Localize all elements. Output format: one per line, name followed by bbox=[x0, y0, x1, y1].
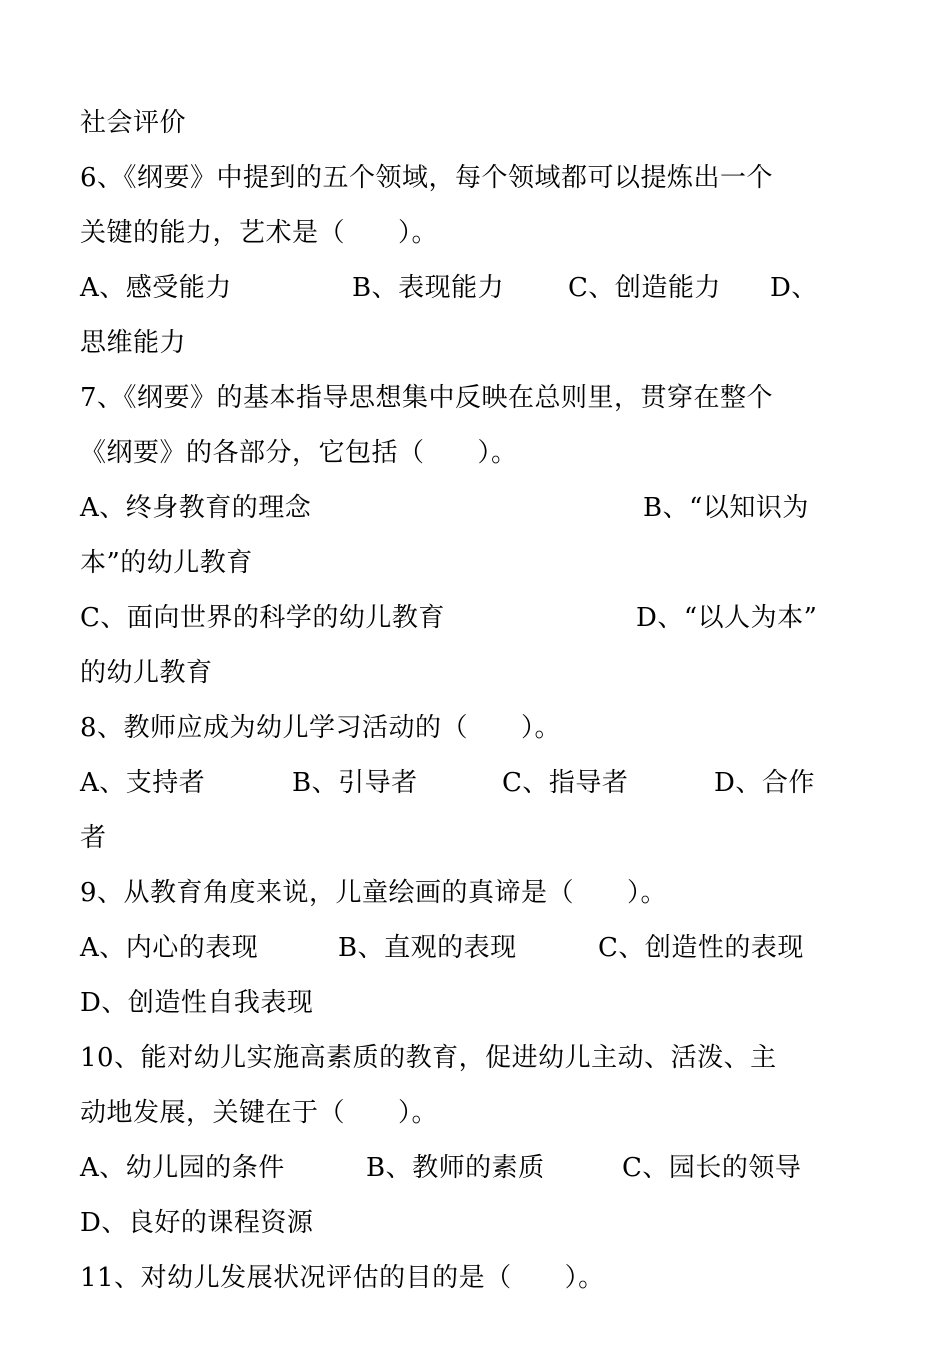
question-10-stem-line-2: 动地发展，关键在于（ ）。 bbox=[80, 1098, 439, 1128]
option-a: A、内心的表现 bbox=[80, 933, 259, 963]
option-b: B、教师的素质 bbox=[366, 1153, 545, 1183]
question-7-stem-line-1: 7、《纲要》的基本指导思想集中反映在总则里，贯穿在整个 bbox=[80, 383, 774, 413]
option-a: A、终身教育的理念 bbox=[80, 493, 312, 523]
continuation-text: 社会评价 bbox=[80, 108, 187, 138]
question-6-stem-line-2: 关键的能力，艺术是（ ）。 bbox=[80, 218, 439, 248]
question-9-option-d: D、创造性自我表现 bbox=[80, 988, 314, 1018]
question-7-options-row-2 bbox=[80, 591, 820, 646]
question-8-options bbox=[80, 756, 820, 811]
question-10-stem-line-1: 10、能对幼儿实施高素质的教育，促进幼儿主动、活泼、主 bbox=[80, 1043, 777, 1073]
option-d: D、 bbox=[770, 273, 818, 303]
option-a: A、幼儿园的条件 bbox=[80, 1153, 285, 1183]
question-9-options bbox=[80, 921, 820, 976]
option-c: C、指导者 bbox=[502, 768, 629, 798]
question-10-option-d: D、良好的课程资源 bbox=[80, 1208, 314, 1238]
question-7-option-d-tail: 的幼儿教育 bbox=[80, 658, 213, 688]
option-c: C、园长的领导 bbox=[622, 1153, 802, 1183]
option-b: B、表现能力 bbox=[352, 273, 505, 303]
question-6-option-tail: 思维能力 bbox=[80, 328, 187, 358]
option-c: C、创造性的表现 bbox=[598, 933, 804, 963]
question-6-options bbox=[80, 261, 820, 316]
option-d: D、“以人为本” bbox=[636, 603, 818, 633]
option-d: D、合作 bbox=[714, 768, 815, 798]
option-b: B、“以知识为 bbox=[643, 493, 809, 523]
question-11-stem: 11、对幼儿发展状况评估的目的是（ ）。 bbox=[80, 1263, 605, 1293]
option-c: C、面向世界的科学的幼儿教育 bbox=[80, 603, 445, 633]
option-a: A、感受能力 bbox=[80, 273, 232, 303]
question-6-stem-line-1: 6、《纲要》中提到的五个领域，每个领域都可以提炼出一个 bbox=[80, 163, 774, 193]
question-9-stem: 9、从教育角度来说，儿童绘画的真谛是（ ）。 bbox=[80, 878, 668, 908]
question-8-option-tail: 者 bbox=[80, 823, 107, 853]
question-7-options-row-1 bbox=[80, 481, 820, 536]
question-10-options bbox=[80, 1141, 820, 1196]
option-b: B、直观的表现 bbox=[338, 933, 517, 963]
option-c: C、创造能力 bbox=[568, 273, 721, 303]
question-7-option-b-tail: 本”的幼儿教育 bbox=[80, 548, 253, 578]
question-8-stem: 8、教师应成为幼儿学习活动的（ ）。 bbox=[80, 713, 562, 743]
option-a: A、支持者 bbox=[80, 768, 206, 798]
option-b: B、引导者 bbox=[292, 768, 418, 798]
question-7-stem-line-2: 《纲要》的各部分，它包括（ ）。 bbox=[80, 438, 518, 468]
